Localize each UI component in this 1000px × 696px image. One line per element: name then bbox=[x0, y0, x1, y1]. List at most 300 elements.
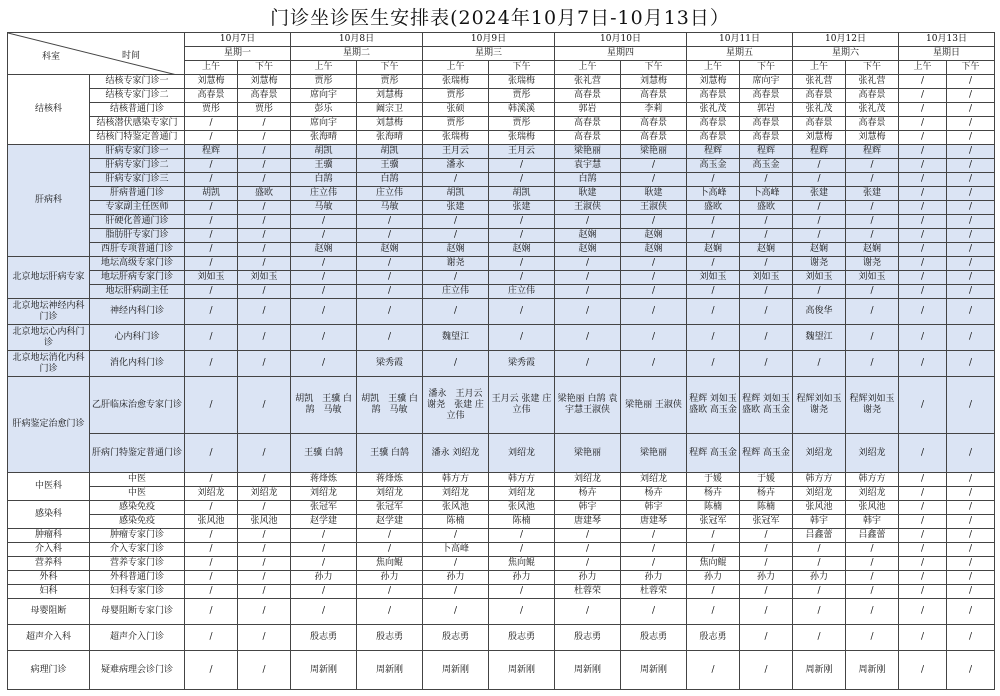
doctor-cell: / bbox=[357, 529, 423, 543]
doctor-cell: 潘永 bbox=[423, 159, 489, 173]
doctor-cell: 张海晴 bbox=[357, 131, 423, 145]
doctor-cell: / bbox=[185, 434, 238, 473]
doctor-cell: 刘绍龙 bbox=[357, 487, 423, 501]
doctor-cell: / bbox=[899, 299, 947, 325]
doctor-cell: / bbox=[291, 325, 357, 351]
doctor-cell: 周新刚 bbox=[357, 651, 423, 690]
doctor-cell: 周新刚 bbox=[621, 651, 687, 690]
clinic-cell: 肝病普通门诊 bbox=[90, 187, 185, 201]
doctor-cell: / bbox=[621, 215, 687, 229]
doctor-cell: / bbox=[185, 131, 238, 145]
doctor-cell: / bbox=[846, 285, 899, 299]
doctor-cell: / bbox=[357, 543, 423, 557]
table-row bbox=[8, 131, 995, 145]
doctor-cell: 胡凯 王骥 白鹄 马敏 bbox=[357, 377, 423, 434]
doctor-cell: / bbox=[947, 557, 995, 571]
doctor-cell: / bbox=[947, 377, 995, 434]
doctor-cell: / bbox=[621, 599, 687, 625]
clinic-cell: 肝病专家门诊一 bbox=[90, 145, 185, 159]
clinic-cell: 脂肪肝专家门诊 bbox=[90, 229, 185, 243]
doctor-cell: 贾彤 bbox=[357, 75, 423, 89]
doctor-cell: / bbox=[489, 599, 555, 625]
weekday-header: 星期二 bbox=[291, 47, 423, 61]
table-row bbox=[8, 351, 995, 377]
doctor-cell: / bbox=[185, 585, 238, 599]
doctor-cell: / bbox=[291, 599, 357, 625]
corner-dept-label: 科室 bbox=[42, 52, 61, 62]
doctor-cell: 吕鑫蕾 bbox=[793, 529, 846, 543]
doctor-cell: / bbox=[423, 529, 489, 543]
doctor-cell: / bbox=[357, 271, 423, 285]
doctor-cell: / bbox=[947, 285, 995, 299]
doctor-cell: / bbox=[555, 325, 621, 351]
doctor-cell: 刘慧梅 bbox=[357, 117, 423, 131]
doctor-cell: / bbox=[793, 351, 846, 377]
doctor-cell: / bbox=[555, 599, 621, 625]
doctor-cell: 韩宇 bbox=[793, 515, 846, 529]
doctor-cell: / bbox=[621, 557, 687, 571]
doctor-cell: / bbox=[357, 229, 423, 243]
doctor-cell: 刘慧梅 bbox=[687, 75, 740, 89]
doctor-cell: / bbox=[291, 299, 357, 325]
header-corner bbox=[8, 33, 185, 75]
doctor-cell: 郭岩 bbox=[740, 103, 793, 117]
doctor-cell: 梁艳丽 王淑侠 bbox=[621, 377, 687, 434]
clinic-cell: 结核潜伏感染专家门 bbox=[90, 117, 185, 131]
doctor-cell: 高春景 bbox=[846, 89, 899, 103]
doctor-cell: 赵娴 bbox=[291, 243, 357, 257]
doctor-cell: / bbox=[555, 557, 621, 571]
doctor-cell: 殷志勇 bbox=[291, 625, 357, 651]
table-row bbox=[8, 243, 995, 257]
doctor-cell: / bbox=[947, 215, 995, 229]
doctor-cell: / bbox=[947, 599, 995, 625]
doctor-cell: / bbox=[947, 159, 995, 173]
doctor-cell: 刘慧梅 bbox=[185, 75, 238, 89]
doctor-cell: / bbox=[899, 377, 947, 434]
pm-header: 下午 bbox=[238, 61, 291, 75]
table-row bbox=[8, 201, 995, 215]
doctor-cell: / bbox=[740, 173, 793, 187]
doctor-cell: 谢尧 bbox=[793, 257, 846, 271]
doctor-cell: 刘慧梅 bbox=[621, 75, 687, 89]
doctor-cell: / bbox=[357, 257, 423, 271]
doctor-cell: / bbox=[947, 501, 995, 515]
doctor-cell: 庄立伟 bbox=[357, 187, 423, 201]
doctor-cell: / bbox=[423, 215, 489, 229]
doctor-cell: 马敏 bbox=[291, 201, 357, 215]
doctor-cell: 孙力 bbox=[621, 571, 687, 585]
doctor-cell: 高春景 bbox=[238, 89, 291, 103]
doctor-cell: / bbox=[555, 215, 621, 229]
doctor-cell: / bbox=[793, 229, 846, 243]
doctor-cell: 张风池 bbox=[793, 501, 846, 515]
doctor-cell: 王淑侠 bbox=[555, 201, 621, 215]
doctor-cell: / bbox=[238, 473, 291, 487]
doctor-cell: 白鹄 bbox=[291, 173, 357, 187]
doctor-cell: / bbox=[899, 529, 947, 543]
doctor-cell: / bbox=[740, 325, 793, 351]
clinic-cell: 消化内科门诊 bbox=[90, 351, 185, 377]
table-row bbox=[8, 377, 995, 434]
doctor-cell: 贾彤 bbox=[238, 103, 291, 117]
doctor-cell: / bbox=[687, 325, 740, 351]
doctor-cell: 高春景 bbox=[687, 89, 740, 103]
doctor-cell: / bbox=[185, 625, 238, 651]
clinic-cell: 母婴阻断专家门诊 bbox=[90, 599, 185, 625]
doctor-cell: / bbox=[185, 651, 238, 690]
doctor-cell: / bbox=[238, 173, 291, 187]
doctor-cell: / bbox=[185, 571, 238, 585]
doctor-cell: 潘永 王月云 谢尧 张建 庄立伟 bbox=[423, 377, 489, 434]
doctor-cell: 高玉金 bbox=[740, 159, 793, 173]
doctor-cell: 魏望江 bbox=[423, 325, 489, 351]
doctor-cell: / bbox=[793, 557, 846, 571]
doctor-cell: / bbox=[621, 325, 687, 351]
table-row bbox=[8, 434, 995, 473]
doctor-cell: / bbox=[740, 651, 793, 690]
doctor-cell: / bbox=[793, 173, 846, 187]
doctor-cell: 杨卉 bbox=[621, 487, 687, 501]
doctor-cell: / bbox=[238, 351, 291, 377]
doctor-cell: 刘慧梅 bbox=[357, 89, 423, 103]
doctor-cell: / bbox=[555, 529, 621, 543]
doctor-cell: 白鹄 bbox=[357, 173, 423, 187]
clinic-cell: 中医 bbox=[90, 473, 185, 487]
doctor-cell: / bbox=[489, 173, 555, 187]
doctor-cell: / bbox=[687, 285, 740, 299]
doctor-cell: 王骥 白鹄 bbox=[357, 434, 423, 473]
doctor-cell: / bbox=[291, 215, 357, 229]
doctor-cell: 张冠军 bbox=[291, 501, 357, 515]
doctor-cell: / bbox=[185, 257, 238, 271]
doctor-cell: / bbox=[947, 187, 995, 201]
doctor-cell: 赵娴 bbox=[489, 243, 555, 257]
dept-cell: 外科 bbox=[8, 571, 90, 585]
doctor-cell: / bbox=[238, 571, 291, 585]
clinic-cell: 介入专家门诊 bbox=[90, 543, 185, 557]
doctor-cell: 刘绍龙 bbox=[185, 487, 238, 501]
doctor-cell: 杨卉 bbox=[555, 487, 621, 501]
doctor-cell: 刘绍龙 bbox=[489, 487, 555, 501]
doctor-cell: / bbox=[238, 501, 291, 515]
table-row bbox=[8, 651, 995, 690]
doctor-cell: 张建 bbox=[423, 201, 489, 215]
doctor-cell: / bbox=[899, 271, 947, 285]
doctor-cell: / bbox=[423, 173, 489, 187]
doctor-cell: 胡凯 bbox=[423, 187, 489, 201]
doctor-cell: / bbox=[740, 257, 793, 271]
doctor-cell: / bbox=[238, 325, 291, 351]
doctor-cell: / bbox=[489, 229, 555, 243]
doctor-cell: 阚宗卫 bbox=[357, 103, 423, 117]
doctor-cell: 殷志勇 bbox=[489, 625, 555, 651]
doctor-cell: / bbox=[238, 229, 291, 243]
doctor-cell: / bbox=[555, 271, 621, 285]
date-header: 10月8日 bbox=[291, 33, 423, 47]
doctor-cell: / bbox=[740, 625, 793, 651]
clinic-cell: 妇科专家门诊 bbox=[90, 585, 185, 599]
doctor-cell: / bbox=[793, 625, 846, 651]
doctor-cell: 孙力 bbox=[740, 571, 793, 585]
doctor-cell: / bbox=[740, 529, 793, 543]
doctor-cell: / bbox=[621, 285, 687, 299]
doctor-cell: 韩宇 bbox=[621, 501, 687, 515]
doctor-cell: / bbox=[185, 351, 238, 377]
doctor-cell: / bbox=[423, 599, 489, 625]
am-header: 上午 bbox=[185, 61, 238, 75]
doctor-cell: / bbox=[489, 299, 555, 325]
doctor-cell: 魏望江 bbox=[793, 325, 846, 351]
doctor-cell: 程辉 刘如玉 盛欧 高玉金 bbox=[740, 377, 793, 434]
doctor-cell: / bbox=[740, 543, 793, 557]
corner-diagonal-line bbox=[8, 33, 185, 75]
doctor-cell: 梁艳丽 bbox=[555, 434, 621, 473]
dept-cell: 营养科 bbox=[8, 557, 90, 571]
doctor-cell: 张瑞梅 bbox=[423, 131, 489, 145]
doctor-cell: / bbox=[899, 473, 947, 487]
table-row bbox=[8, 257, 995, 271]
doctor-cell: 胡凯 bbox=[489, 187, 555, 201]
table-row bbox=[8, 299, 995, 325]
doctor-cell: 潘永 刘绍龙 bbox=[423, 434, 489, 473]
doctor-cell: / bbox=[740, 585, 793, 599]
doctor-cell: / bbox=[185, 117, 238, 131]
doctor-cell: 张礼营 bbox=[793, 75, 846, 89]
doctor-cell: / bbox=[185, 557, 238, 571]
table-row bbox=[8, 487, 995, 501]
am-header: 上午 bbox=[899, 61, 947, 75]
doctor-cell: 张硕 bbox=[423, 103, 489, 117]
doctor-cell: 蒋烽炼 bbox=[357, 473, 423, 487]
doctor-cell: / bbox=[687, 651, 740, 690]
doctor-cell: / bbox=[555, 543, 621, 557]
doctor-cell: / bbox=[947, 325, 995, 351]
doctor-cell: / bbox=[899, 257, 947, 271]
clinic-cell: 地坛肝病副主任 bbox=[90, 285, 185, 299]
doctor-cell: 吕鑫蕾 bbox=[846, 529, 899, 543]
doctor-cell: 张建 bbox=[489, 201, 555, 215]
doctor-cell: / bbox=[238, 543, 291, 557]
dept-cell: 病理门诊 bbox=[8, 651, 90, 690]
doctor-cell: 刘绍龙 bbox=[793, 487, 846, 501]
table-row bbox=[8, 543, 995, 557]
doctor-cell: 张风池 bbox=[489, 501, 555, 515]
doctor-cell: 庄立伟 bbox=[423, 285, 489, 299]
doctor-cell: 刘慧梅 bbox=[793, 131, 846, 145]
doctor-cell: 刘绍龙 bbox=[291, 487, 357, 501]
header-dates-row bbox=[8, 33, 995, 47]
doctor-cell: 高春景 bbox=[687, 131, 740, 145]
dept-cell: 超声介入科 bbox=[8, 625, 90, 651]
doctor-cell: 梁秀霞 bbox=[357, 351, 423, 377]
doctor-cell: / bbox=[238, 651, 291, 690]
doctor-cell: 孙力 bbox=[793, 571, 846, 585]
doctor-cell: 殷志勇 bbox=[357, 625, 423, 651]
doctor-cell: / bbox=[238, 377, 291, 434]
doctor-cell: / bbox=[621, 257, 687, 271]
doctor-cell: 贾彤 bbox=[489, 117, 555, 131]
clinic-cell: 肿瘤专家门诊 bbox=[90, 529, 185, 543]
table-row bbox=[8, 625, 995, 651]
doctor-cell: 盛欧 bbox=[687, 201, 740, 215]
doctor-cell: 周新刚 bbox=[291, 651, 357, 690]
doctor-cell: / bbox=[947, 487, 995, 501]
doctor-cell: / bbox=[238, 117, 291, 131]
doctor-cell: 程辉 bbox=[740, 145, 793, 159]
doctor-cell: 高春景 bbox=[846, 117, 899, 131]
dept-cell: 北京地坛心内科门诊 bbox=[8, 325, 90, 351]
doctor-cell: / bbox=[947, 117, 995, 131]
doctor-cell: 陈楠 bbox=[489, 515, 555, 529]
doctor-cell: / bbox=[238, 201, 291, 215]
weekday-header: 星期三 bbox=[423, 47, 555, 61]
doctor-cell: / bbox=[423, 229, 489, 243]
dept-cell: 妇科 bbox=[8, 585, 90, 599]
doctor-cell: / bbox=[740, 229, 793, 243]
doctor-cell: 谢尧 bbox=[423, 257, 489, 271]
doctor-cell: / bbox=[185, 501, 238, 515]
weekday-header: 星期日 bbox=[899, 47, 995, 61]
pm-header: 下午 bbox=[846, 61, 899, 75]
doctor-cell: 高春景 bbox=[555, 117, 621, 131]
doctor-cell: / bbox=[423, 557, 489, 571]
doctor-cell: / bbox=[793, 543, 846, 557]
table-row bbox=[8, 103, 995, 117]
doctor-cell: / bbox=[357, 285, 423, 299]
doctor-cell: 贾彤 bbox=[423, 117, 489, 131]
doctor-cell: 张瑞梅 bbox=[489, 75, 555, 89]
doctor-cell: 白鹄 bbox=[555, 173, 621, 187]
doctor-cell: / bbox=[899, 325, 947, 351]
dept-cell: 母婴阻断 bbox=[8, 599, 90, 625]
doctor-cell: / bbox=[291, 229, 357, 243]
dept-cell: 中医科 bbox=[8, 473, 90, 501]
table-row bbox=[8, 75, 995, 89]
doctor-cell: 刘绍龙 bbox=[621, 473, 687, 487]
table-row bbox=[8, 89, 995, 103]
doctor-cell: / bbox=[846, 585, 899, 599]
table-row bbox=[8, 585, 995, 599]
doctor-cell: 张风池 bbox=[185, 515, 238, 529]
dept-cell: 结核科 bbox=[8, 75, 90, 145]
doctor-cell: / bbox=[899, 131, 947, 145]
doctor-cell: / bbox=[185, 229, 238, 243]
clinic-cell: 感染免疫 bbox=[90, 501, 185, 515]
doctor-cell: 高春景 bbox=[621, 89, 687, 103]
doctor-cell: 郭岩 bbox=[555, 103, 621, 117]
doctor-cell: 盛欧 bbox=[238, 187, 291, 201]
clinic-cell: 西肝专项普通门诊 bbox=[90, 243, 185, 257]
doctor-cell: / bbox=[947, 89, 995, 103]
doctor-cell: 韩宇 bbox=[555, 501, 621, 515]
doctor-cell: 贾彤 bbox=[423, 89, 489, 103]
doctor-cell: / bbox=[238, 215, 291, 229]
doctor-cell: / bbox=[185, 243, 238, 257]
doctor-cell: 胡凯 bbox=[357, 145, 423, 159]
clinic-cell: 结核普通门诊 bbox=[90, 103, 185, 117]
doctor-cell: / bbox=[740, 351, 793, 377]
doctor-cell: / bbox=[793, 285, 846, 299]
doctor-cell: 周新刚 bbox=[846, 651, 899, 690]
table-row bbox=[8, 599, 995, 625]
am-header: 上午 bbox=[793, 61, 846, 75]
doctor-cell: 孙力 bbox=[291, 571, 357, 585]
dept-cell: 北京地坛肝病专家 bbox=[8, 257, 90, 299]
doctor-cell: / bbox=[291, 585, 357, 599]
doctor-cell: / bbox=[238, 557, 291, 571]
doctor-cell: / bbox=[185, 173, 238, 187]
doctor-cell: / bbox=[899, 215, 947, 229]
doctor-cell: / bbox=[846, 599, 899, 625]
doctor-cell: 刘绍龙 bbox=[489, 434, 555, 473]
doctor-cell: / bbox=[740, 299, 793, 325]
date-header: 10月11日 bbox=[687, 33, 793, 47]
doctor-cell: 卜高峰 bbox=[740, 187, 793, 201]
doctor-cell: 高春景 bbox=[793, 117, 846, 131]
doctor-cell: 梁艳丽 bbox=[621, 145, 687, 159]
doctor-cell: 马敏 bbox=[357, 201, 423, 215]
doctor-cell: 周新刚 bbox=[793, 651, 846, 690]
dept-cell: 北京地坛神经内科门诊 bbox=[8, 299, 90, 325]
doctor-cell: / bbox=[899, 515, 947, 529]
corner-time-label: 时间 bbox=[122, 51, 141, 61]
doctor-cell: 卜高峰 bbox=[687, 187, 740, 201]
doctor-cell: 赵娴 bbox=[423, 243, 489, 257]
doctor-cell: 王月云 bbox=[423, 145, 489, 159]
doctor-cell: 胡凯 bbox=[185, 187, 238, 201]
doctor-cell: 殷志勇 bbox=[423, 625, 489, 651]
doctor-cell: 张礼营 bbox=[555, 75, 621, 89]
dept-cell: 介入科 bbox=[8, 543, 90, 557]
doctor-cell: / bbox=[238, 285, 291, 299]
date-header: 10月7日 bbox=[185, 33, 291, 47]
doctor-cell: / bbox=[947, 651, 995, 690]
clinic-cell: 疑难病理会诊门诊 bbox=[90, 651, 185, 690]
doctor-cell: / bbox=[291, 529, 357, 543]
doctor-cell: / bbox=[846, 325, 899, 351]
doctor-cell: 耿建 bbox=[621, 187, 687, 201]
doctor-cell: 高春景 bbox=[555, 131, 621, 145]
doctor-cell: / bbox=[947, 103, 995, 117]
doctor-cell: / bbox=[185, 201, 238, 215]
doctor-cell: / bbox=[185, 299, 238, 325]
doctor-cell: / bbox=[947, 271, 995, 285]
doctor-cell: / bbox=[899, 243, 947, 257]
doctor-cell: 贾彤 bbox=[489, 89, 555, 103]
dept-cell: 肝病科 bbox=[8, 145, 90, 257]
doctor-cell: 卜高峰 bbox=[423, 543, 489, 557]
doctor-cell: 王骥 白鹄 bbox=[291, 434, 357, 473]
doctor-cell: 程辉 bbox=[793, 145, 846, 159]
doctor-cell: 赵娴 bbox=[621, 243, 687, 257]
doctor-cell: / bbox=[947, 131, 995, 145]
doctor-cell: 赵学建 bbox=[291, 515, 357, 529]
doctor-cell: / bbox=[899, 571, 947, 585]
doctor-cell: 赵娴 bbox=[687, 243, 740, 257]
table-row bbox=[8, 473, 995, 487]
doctor-cell: 焦向鲲 bbox=[489, 557, 555, 571]
doctor-cell: / bbox=[687, 257, 740, 271]
schedule-table-container bbox=[7, 32, 994, 690]
doctor-cell: / bbox=[238, 599, 291, 625]
weekday-header: 星期五 bbox=[687, 47, 793, 61]
doctor-cell: / bbox=[291, 351, 357, 377]
doctor-cell: / bbox=[357, 215, 423, 229]
doctor-cell: 程辉 bbox=[687, 145, 740, 159]
doctor-cell: / bbox=[899, 543, 947, 557]
doctor-cell: / bbox=[846, 625, 899, 651]
